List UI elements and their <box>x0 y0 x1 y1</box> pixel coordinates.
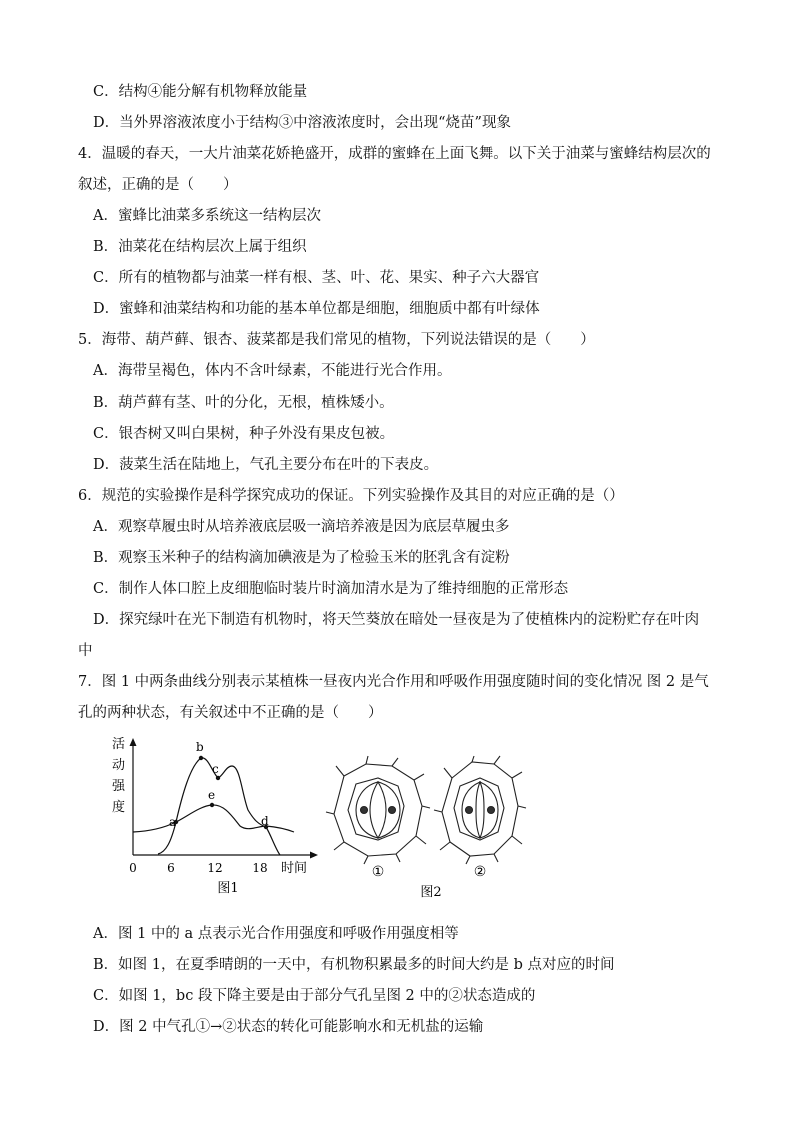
q6-option-c: C．制作人体口腔上皮细胞临时装片时滴加清水是为了维持细胞的正常形态 <box>93 581 569 597</box>
q3-option-d: D．当外界溶液浓度小于结构③中溶液浓度时，会出现“烧苗”现象 <box>93 115 511 131</box>
point-c <box>216 776 220 780</box>
x-tick-0: 0 <box>129 861 137 875</box>
stoma-open <box>326 756 430 864</box>
q6-option-d: D．探究绿叶在光下制造有机物时，将天竺葵放在暗处一昼夜是为了使植株内的淀粉贮存在叶肉 <box>93 612 700 628</box>
q6-stem: 6．规范的实验操作是科学探究成功的保证。下列实验操作及其目的对应正确的是（） <box>78 488 624 504</box>
label-c: c <box>212 762 219 776</box>
stoma-closed <box>434 756 526 864</box>
label-b: b <box>196 740 204 754</box>
label-a: a <box>169 815 177 829</box>
y-label-char: 动 <box>112 758 126 773</box>
q7-stem-cont: 孔的两种状态，有关叙述中不正确的是（ ） <box>78 705 383 721</box>
q6-option-a: A．观察草履虫时从培养液底层吸一滴培养液是因为底层草履虫多 <box>93 519 510 535</box>
x-tick-12: 12 <box>207 861 223 875</box>
q4-option-c: C．所有的植物都与油菜一样有根、茎、叶、花、果实、种子六大器官 <box>93 270 540 286</box>
q5-option-a: A．海带呈褐色，体内不含叶绿素，不能进行光合作用。 <box>93 363 452 379</box>
x-tick-18: 18 <box>252 861 268 875</box>
y-label-char: 强 <box>112 779 126 794</box>
q4-option-d: D．蜜蜂和油菜结构和功能的基本单位都是细胞，细胞质中都有叶绿体 <box>93 301 540 317</box>
q5-option-d: D．菠菜生活在陆地上，气孔主要分布在叶的下表皮。 <box>93 457 439 473</box>
q7-stem: 7．图 1 中两条曲线分别表示某植株一昼夜内光合作用和呼吸作用强度随时间的变化情况 图 2 是气 <box>78 674 709 690</box>
q7-option-c: C．如图 1，bc 段下降主要是由于部分气孔呈图 2 中的②状态造成的 <box>93 988 536 1004</box>
q7-option-a: A．图 1 中的 a 点表示光合作用强度和呼吸作用强度相等 <box>93 926 459 942</box>
x-axis-arrow <box>310 852 318 859</box>
y-axis-arrow <box>130 738 137 746</box>
figure-2-stomata <box>326 756 526 901</box>
q7-option-b: B．如图 1，在夏季晴朗的一天中，有机物积累最多的时间大约是 b 点对应的时间 <box>93 957 615 973</box>
q5-stem: 5．海带、葫芦藓、银杏、菠菜都是我们常见的植物，下列说法错误的是（ ） <box>78 332 595 348</box>
figure-1-chart <box>108 736 323 896</box>
label-e: e <box>208 788 216 802</box>
state-label-1: ① <box>371 864 385 880</box>
q3-option-c: C．结构④能分解有机物释放能量 <box>93 84 308 100</box>
y-label-char: 活 <box>112 737 126 752</box>
q4-option-b: B．油菜花在结构层次上属于组织 <box>93 239 307 255</box>
q4-option-a: A．蜜蜂比油菜多系统这一结构层次 <box>93 208 321 224</box>
q5-option-c: C．银杏树又叫白果树，种子外没有果皮包被。 <box>93 426 395 442</box>
q6-option-d-cont: 中 <box>78 643 93 659</box>
figure-1-caption: 图1 <box>217 881 239 896</box>
point-b <box>199 756 203 760</box>
q7-option-d: D．图 2 中气孔①→②状态的转化可能影响水和无机盐的运输 <box>93 1019 484 1035</box>
label-d: d <box>261 814 269 828</box>
q4-stem-cont: 叙述，正确的是（ ） <box>78 177 238 193</box>
y-label-char: 度 <box>112 800 126 815</box>
q6-option-b: B．观察玉米种子的结构滴加碘液是为了检验玉米的胚乳含有淀粉 <box>93 550 510 566</box>
q5-option-b: B．葫芦藓有茎、叶的分化，无根，植株矮小。 <box>93 395 394 411</box>
respiration-curve <box>133 805 294 832</box>
figure-2-caption: 图2 <box>420 885 442 900</box>
x-tick-6: 6 <box>167 861 175 875</box>
point-e <box>210 803 214 807</box>
q4-stem: 4．温暖的春天，一大片油菜花娇艳盛开，成群的蜜蜂在上面飞舞。以下关于油菜与蜜蜂结构层次的 <box>78 146 711 162</box>
x-axis-label: 时间 <box>281 861 308 876</box>
state-label-2: ② <box>473 864 487 880</box>
